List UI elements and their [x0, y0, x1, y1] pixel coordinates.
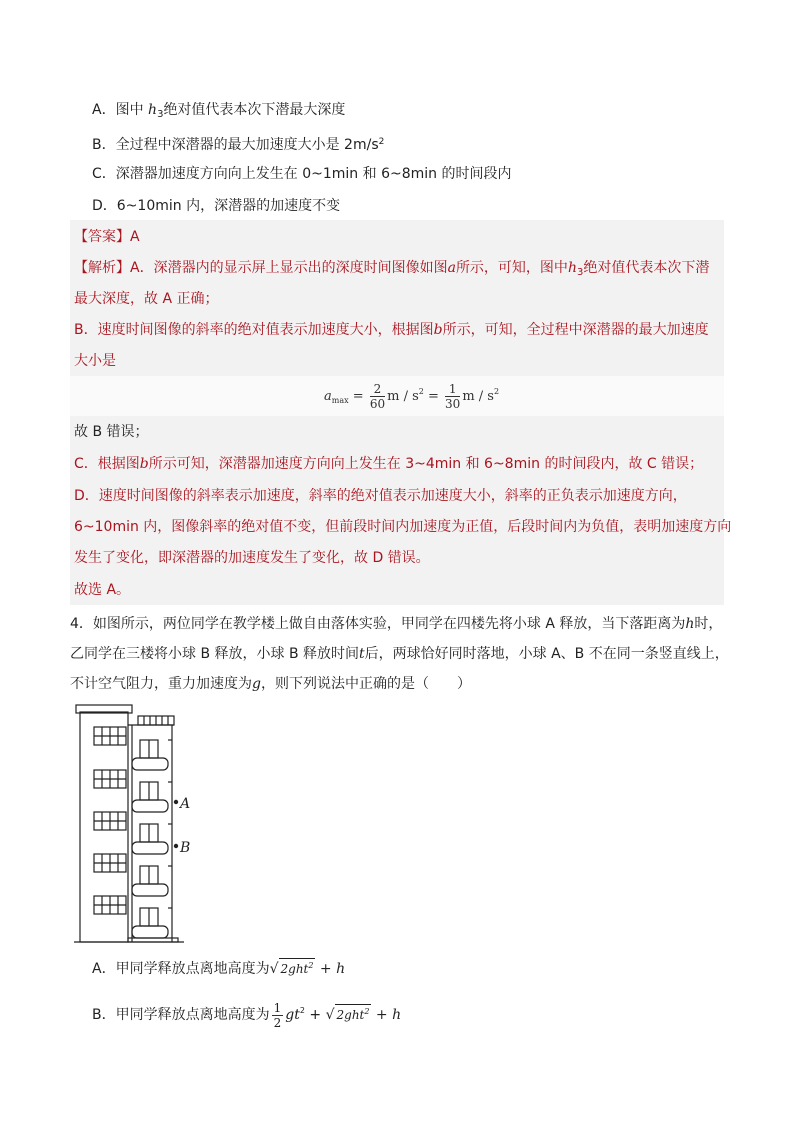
- building-body: [80, 712, 128, 942]
- question4-line1: 4．如图所示，两位同学在教学楼上做自由落体实验，甲同学在四楼先将小球 A 释放，当下落距离为h时，: [70, 616, 723, 632]
- ball-a: [174, 800, 178, 804]
- q4-option-a: A．甲同学释放点离地高度为√ 2ght$^2$ + h: [92, 958, 345, 980]
- question4-line3: 不计空气阻力，重力加速度为g，则下列说法中正确的是（ ）: [70, 676, 471, 692]
- analysis-b-line1: B．速度时间图像的斜率的绝对值表示加速度大小，根据图b所示，可知，全过程中深潜器的最大加速度: [74, 322, 709, 338]
- answer-label: 【答案】A: [74, 229, 140, 245]
- max-acceleration-formula: $a_{max}$ = $\frac{2}{60}$ m / $s^2$ = $\frac{1}{30}$ m / $s^2$: [324, 382, 500, 411]
- analysis-d-line1: D．速度时间图像的斜率表示加速度，斜率的绝对值表示加速度大小，斜率的正负表示加速度方向，: [74, 488, 687, 504]
- final-answer: 故选 A。: [74, 582, 131, 598]
- ball-a-label: A: [180, 796, 191, 812]
- question4-line2: 乙同学在三楼将小球 B 释放，小球 B 释放时间t后，两球恰好同时落地，小球 A、B 不在同一条竖直线上，: [70, 646, 729, 662]
- analysis-b-line2: 大小是: [74, 353, 116, 369]
- analysis-d-line2: 6~10min 内，图像斜率的绝对值不变，但前段时间内加速度为正值，后段时间内为负值，表明加速度方向: [74, 519, 732, 535]
- building-windows: [94, 727, 126, 914]
- analysis-d-line3: 发生了变化，即深潜器的加速度发生了变化，故 D 错误。: [74, 550, 430, 566]
- option-d: D．6~10min 内，深潜器的加速度不变: [92, 198, 341, 214]
- building-figure: [74, 700, 214, 948]
- balcony-column: [128, 716, 178, 942]
- q4-option-a-radicand: 2ght$^2$: [279, 958, 316, 976]
- option-b: B．全过程中深潜器的最大加速度大小是 $2m/s^2$: [92, 137, 385, 153]
- option-c: C．深潜器加速度方向向上发生在 0~1min 和 6~8min 的时间段内: [92, 166, 512, 182]
- formula-band: [70, 376, 724, 416]
- q4-option-b: B．甲同学释放点离地高度为 $\frac{1}{2}$ $gt^2$ + √ 2ght$^2$ + h: [92, 1000, 402, 1030]
- analysis-a-line1: 【解析】A．深潜器内的显示屏上显示出的深度时间图像如图a所示，可知，图中$h_3$绝对值代表本次下潜: [74, 260, 710, 278]
- analysis-b-conclusion: 故 B 错误；: [74, 424, 149, 440]
- q4-option-b-half: $\frac{1}{2}$: [273, 1000, 282, 1030]
- option-a: A．图中 $h_3$绝对值代表本次下潜最大深度: [92, 102, 346, 120]
- ball-b: [174, 844, 178, 848]
- ball-b-label: B: [180, 840, 191, 856]
- analysis-a-line2: 最大深度，故 A 正确；: [74, 291, 219, 307]
- fraction-1-30: $\frac{1}{30}$: [445, 382, 461, 411]
- analysis-c: C．根据图b所示可知，深潜器加速度方向向上发生在 3~4min 和 6~8min 的时间段内，故 C 错误；: [74, 456, 704, 472]
- answer-analysis-block: [70, 220, 732, 605]
- q4-option-b-radicand: 2ght$^2$: [335, 1004, 372, 1022]
- fraction-2-60: $\frac{2}{60}$: [369, 382, 386, 411]
